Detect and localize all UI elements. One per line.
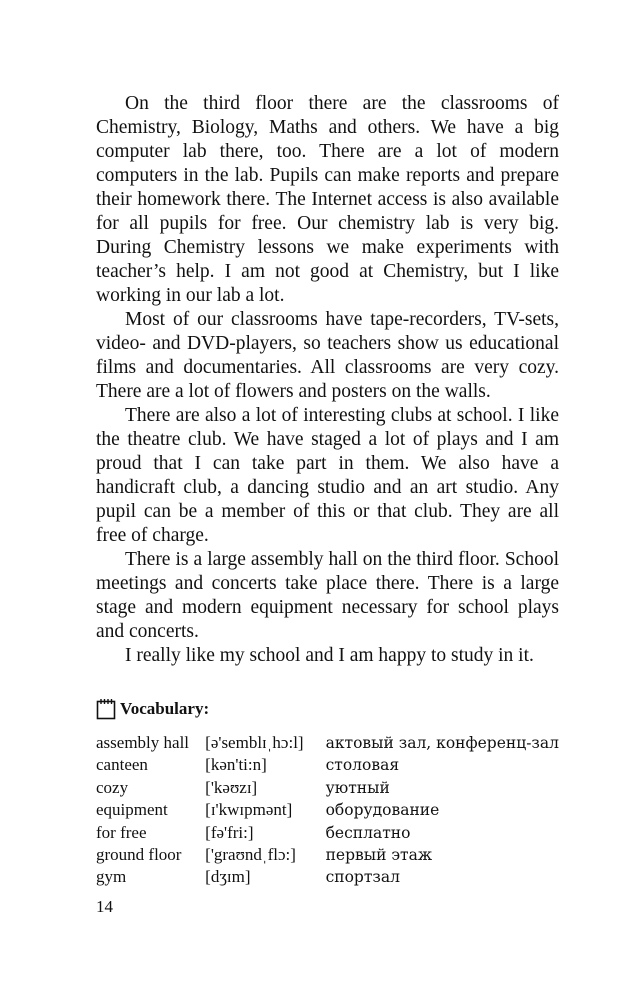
vocab-translation: спортзал — [325, 868, 400, 887]
vocab-translation: оборудование — [325, 801, 440, 820]
paragraph-2: Most of our classrooms have tape-recorders, TV-sets, video- and DVD-players, so teachers show us educational films and documentaries. All classrooms are very cozy. There are a lot of flowers and posters on the walls. — [96, 309, 559, 402]
paragraph-4: There is a large assembly hall on the third floor. School meetings and concerts take place there. There is a large stage and modern equipment necessary for school plays and concerts. — [96, 549, 559, 642]
vocab-row — [96, 866, 559, 888]
vocabulary-title: Vocabulary: — [120, 699, 210, 718]
vocabulary-table — [96, 732, 559, 889]
vocab-row — [96, 799, 559, 821]
vocab-translation: первый этаж — [325, 846, 433, 865]
vocab-translation: бесплатно — [325, 823, 411, 842]
paragraph-1: On the third floor there are the classrooms of Chemistry, Biology, Maths and others. We have a big computer lab there, too. There are a lot of modern computers in the lab. Pupils can make reports and prepare their homework there. The Internet access is also available for all pupils for free. Our chemistry lab is very big. During Chemistry lessons we make experiments with teacher’s help. I am not good at Chemistry, but I like working in our lab a lot. — [96, 93, 559, 306]
vocab-transcription: ['kəʊzɪ] — [205, 777, 258, 797]
vocab-transcription: [fə'fri:] — [205, 822, 254, 842]
vocab-word: for free — [96, 822, 147, 842]
paragraph-5: I really like my school and I am happy to study in it. — [125, 645, 534, 666]
vocab-translation: столовая — [325, 756, 400, 775]
vocab-row — [96, 822, 559, 844]
vocab-row — [96, 844, 559, 866]
vocab-transcription: [dʒɪm] — [205, 867, 251, 887]
paragraph-3: There are also a lot of interesting clubs at school. I like the theatre club. We have staged a lot of plays and I am proud that I can take part in them. We also have a handicraft club, a dancing studio and an art studio. Any pupil can be a member of this or that club. They are all free of charge. — [96, 405, 559, 546]
vocabulary-heading — [96, 696, 559, 722]
vocab-transcription: [ə'semblɪˌhɔ:l] — [205, 733, 304, 752]
vocab-word: ground floor — [96, 845, 182, 865]
vocab-row — [96, 754, 559, 776]
vocab-word: gym — [96, 867, 127, 887]
vocab-transcription: [kən'ti:n] — [205, 755, 267, 775]
vocab-word: canteen — [96, 755, 148, 775]
page-body — [96, 92, 559, 889]
vocab-word: assembly hall — [96, 733, 190, 752]
vocab-translation: актовый зал, конференц-зал — [325, 734, 559, 752]
notepad-icon — [96, 698, 116, 720]
vocab-transcription: ['graʊndˌflɔ:] — [205, 845, 296, 865]
vocab-word: cozy — [96, 777, 129, 797]
vocab-word: equipment — [96, 800, 168, 820]
vocab-row — [96, 732, 559, 754]
vocab-transcription: [ɪ'kwɪpmənt] — [205, 800, 293, 820]
vocab-row — [96, 777, 559, 799]
vocab-translation: уютный — [325, 778, 390, 797]
page-number: 14 — [96, 897, 113, 916]
